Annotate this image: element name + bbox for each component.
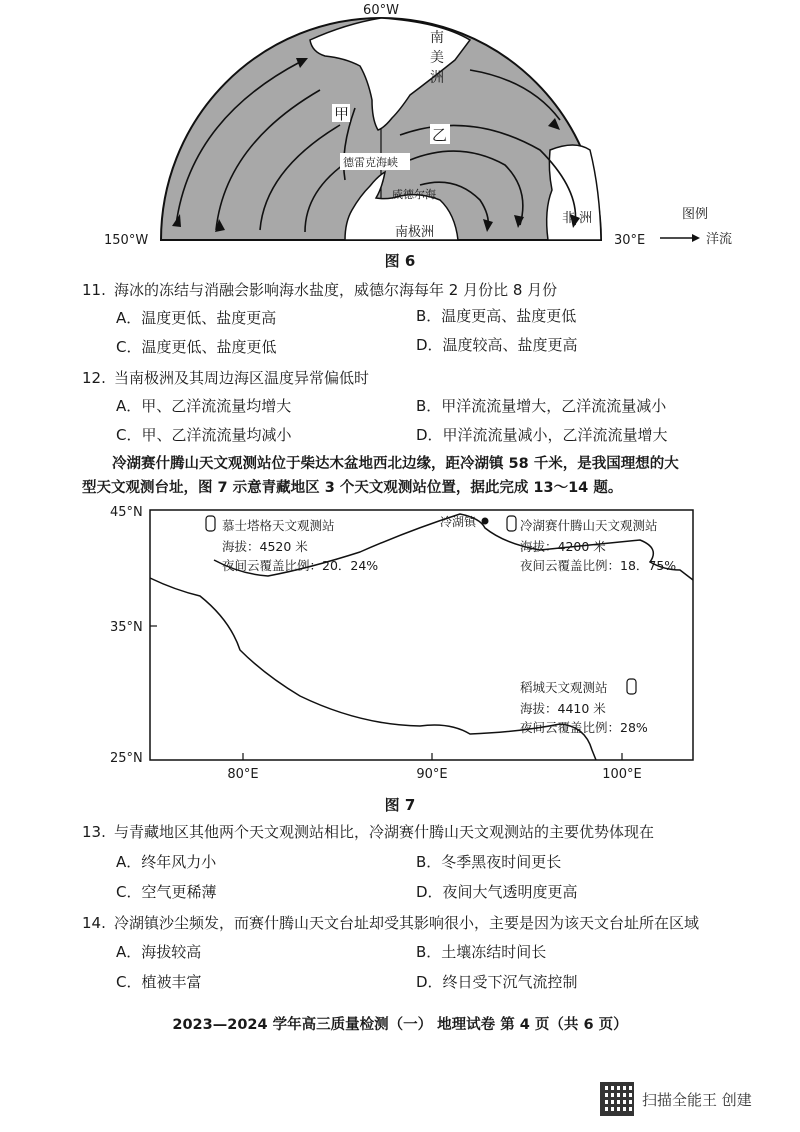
south-america-label-3: 洲 <box>430 70 444 86</box>
x-tick-90e: 90°E <box>416 767 448 782</box>
yi-label: 乙 <box>432 126 448 144</box>
question-stem: 与青藏地区其他两个天文观测站相比，冷湖赛什腾山天文观测站的主要优势体现在 <box>114 823 655 841</box>
town-dot <box>482 518 489 525</box>
station-3-altitude: 海拔：4410 米 <box>520 701 606 716</box>
q11-option-b: B．温度更高、盐度更低 <box>416 307 577 325</box>
telescope-icon <box>206 516 215 531</box>
question-13 <box>82 822 654 842</box>
figure-7-caption: 图 7 <box>384 796 416 814</box>
question-stem: 冷湖镇沙尘频发，而赛什腾山天文台址却受其影响很小，主要是因为该天文台址所在区域 <box>114 914 700 932</box>
x-tick-80e: 80°E <box>227 767 259 782</box>
q13-option-a: A．终年风力小 <box>116 853 217 871</box>
station-1-name: 慕士塔格天文观测站 <box>222 518 335 533</box>
lon-right-label: 30°E <box>614 233 646 248</box>
figure-6-map <box>0 0 800 270</box>
q12-option-d: D．甲洋流流量减小，乙洋流流量增大 <box>416 426 668 444</box>
q11-option-a: A．温度更低、盐度更高 <box>116 309 277 327</box>
antarctica-label: 南极洲 <box>395 225 435 240</box>
passage-intro <box>82 452 722 500</box>
intro-line-2: 型天文观测台址，图 7 示意青藏地区 3 个天文观测站位置，据此完成 13～14 题。 <box>82 480 623 496</box>
legend-arrow-head <box>692 234 700 242</box>
question-number: 11. <box>82 281 106 299</box>
lon-left-label: 150°W <box>104 233 149 248</box>
station-3-name: 稻城天文观测站 <box>520 680 608 695</box>
station-2-altitude: 海拔：4200 米 <box>520 539 606 554</box>
telescope-icon <box>507 516 516 531</box>
scanner-watermark <box>600 1082 752 1116</box>
q12-option-b: B．甲洋流流量增大，乙洋流流量减小 <box>416 397 667 415</box>
q13-option-c: C．空气更稀薄 <box>116 883 217 901</box>
question-11 <box>82 280 557 300</box>
q14-option-b: B．土壤冻结时间长 <box>416 943 547 961</box>
q13-option-d: D．夜间大气透明度更高 <box>416 883 578 901</box>
figure-7-map <box>0 500 800 790</box>
page-footer: 2023—2024 学年高三质量检测（一） 地理试卷 第 4 页（共 6 页） <box>172 1017 628 1033</box>
south-america-label-1: 南 <box>430 30 444 46</box>
station-2-cloud: 夜间云覆盖比例：18．75% <box>520 558 677 573</box>
scanner-label: 扫描全能王 创建 <box>642 1090 752 1109</box>
q14-option-c: C．植被丰富 <box>116 973 202 991</box>
drake-label: 德雷克海峡 <box>343 156 398 169</box>
q11-option-c: C．温度更低、盐度更低 <box>116 338 277 356</box>
q12-option-a: A．甲、乙洋流流量均增大 <box>116 397 292 415</box>
qr-code-icon <box>600 1082 634 1116</box>
telescope-icon <box>627 679 636 694</box>
africa-label: 非 洲 <box>562 211 593 226</box>
question-number: 13. <box>82 823 106 841</box>
weddell-label: 威德尔海 <box>392 188 436 201</box>
q13-option-b: B．冬季黑夜时间更长 <box>416 853 562 871</box>
station-1-altitude: 海拔：4520 米 <box>222 539 308 554</box>
question-stem: 海冰的冻结与消融会影响海水盐度，威德尔海每年 2 月份比 8 月份 <box>114 281 558 299</box>
intro-line-1: 冷湖赛什腾山天文观测站位于柴达木盆地西北边缘，距冷湖镇 58 千米，是我国理想的大 <box>112 456 679 472</box>
figure-6-caption: 图 6 <box>384 252 416 270</box>
station-2-name: 冷湖赛什腾山天文观测站 <box>520 518 658 533</box>
town-label: 冷湖镇 <box>440 515 477 529</box>
legend-title: 图例 <box>682 207 709 222</box>
south-america-label-2: 美 <box>430 50 444 66</box>
question-stem: 当南极洲及其周边海区温度异常偏低时 <box>114 369 370 387</box>
q12-option-c: C．甲、乙洋流流量均减小 <box>116 426 292 444</box>
y-tick-35n: 35°N <box>110 620 143 635</box>
x-tick-100e: 100°E <box>602 767 642 782</box>
jia-label: 甲 <box>334 105 350 123</box>
q11-option-d: D．温度较高、盐度更高 <box>416 336 578 354</box>
lon-top-label: 60°W <box>363 3 399 18</box>
y-tick-25n: 25°N <box>110 751 143 766</box>
q14-option-d: D．终日受下沉气流控制 <box>416 973 578 991</box>
legend-item: 洋流 <box>706 232 733 247</box>
station-3-cloud: 夜间云覆盖比例：28% <box>520 720 648 735</box>
question-14 <box>82 913 699 933</box>
q14-option-a: A．海拔较高 <box>116 943 202 961</box>
y-tick-45n: 45°N <box>110 505 143 520</box>
question-12 <box>82 368 369 388</box>
question-number: 12. <box>82 369 106 387</box>
question-number: 14. <box>82 914 106 932</box>
station-1-cloud: 夜间云覆盖比例：20．24% <box>222 558 379 573</box>
